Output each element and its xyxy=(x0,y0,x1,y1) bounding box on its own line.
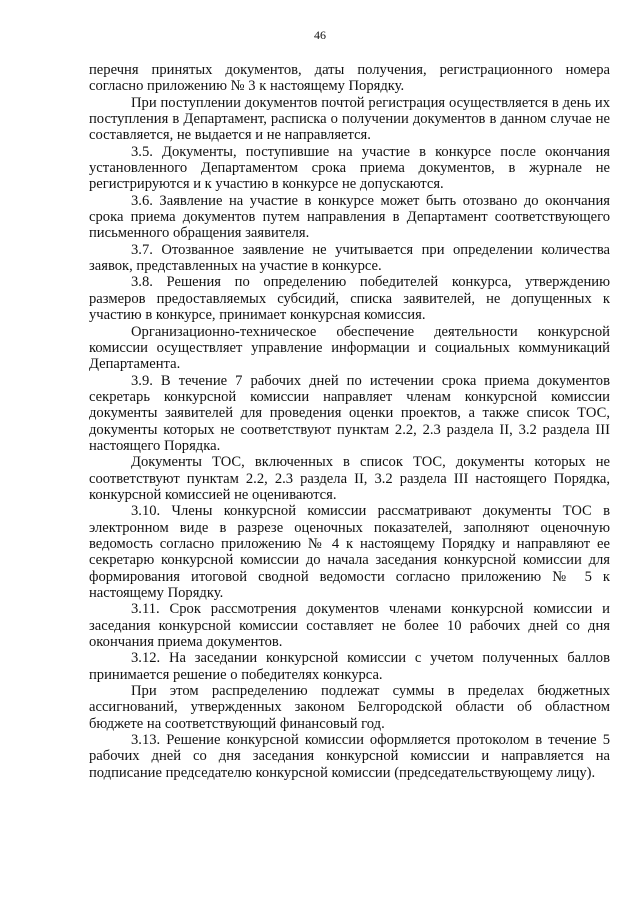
paragraph: перечня принятых документов, даты получения, регистрационного номера согласно приложению № 3 к настоящему Порядку. xyxy=(89,62,610,95)
paragraph: 3.11. Срок рассмотрения документов членами конкурсной комиссии и заседания конкурсной комиссии составляет не более 10 рабочих дней со дня окончания приема документов. xyxy=(89,601,610,651)
paragraph: 3.6. Заявление на участие в конкурсе может быть отозвано до окончания срока приема документов путем направления в Департамент соответствующего письменного обращения заявителя. xyxy=(89,192,610,242)
paragraph: 3.13. Решение конкурсной комиссии оформляется протоколом в течение 5 рабочих дней со дня заседания конкурсной комиссии и направляется на подписание председателю конкурсной комиссии (председательствующему лицу). xyxy=(89,732,610,781)
paragraph: 3.7. Отозванное заявление не учитывается при определении количества заявок, представленных на участие в конкурсе. xyxy=(89,241,610,275)
paragraph: 3.12. На заседании конкурсной комиссии с учетом полученных баллов принимается решение о победителях конкурса. xyxy=(89,650,610,683)
paragraph: При этом распределению подлежат суммы в пределах бюджетных ассигнований, утвержденных законом Белгородской области об областном бюджете на соответствующий финансовый год. xyxy=(89,683,610,732)
paragraph: 3.5. Документы, поступившие на участие в конкурсе после окончания установленного Департаментом срока приема документов, в журнале не регистрируются и к участию в конкурсе не допускаются. xyxy=(89,143,610,193)
document-body xyxy=(89,62,610,781)
paragraph: 3.8. Решения по определению победителей конкурса, утверждению размеров предоставляемых субсидий, списка заявителей, не допущенных к участию в конкурсе, принимает конкурсная комиссия. xyxy=(89,274,610,324)
paragraph: При поступлении документов почтой регистрация осуществляется в день их поступления в Департамент, расписка о получении документов в данном случае не составляется, не выдается и не направляется. xyxy=(89,94,610,144)
paragraph: 3.9. В течение 7 рабочих дней по истечении срока приема документов секретарь конкурсной комиссии направляет членам конкурсной комиссии документы заявителей для проведения оценки проектов, а также список ТОС, документы которых не соответствуют пунктам 2.2, 2.3 раздела II, 3.2 раздела III настоящего Порядка. xyxy=(89,372,610,454)
page-number: 46 xyxy=(314,28,326,42)
paragraph: Организационно-техническое обеспечение деятельности конкурсной комиссии осуществляет управление информации и социальных коммуникаций Департамента. xyxy=(89,323,610,373)
paragraph: 3.10. Члены конкурсной комиссии рассматривают документы ТОС в электронном виде в разрезе оценочных показателей, заполняют оценочную ведомость согласно приложению № 4 к настоящему Порядку и направляют ее секретарю конкурсной комиссии до начала заседания конкурсной комиссии для формирования итоговой сводной ведомости согласно приложению № 5 к настоящему Порядку. xyxy=(89,503,610,601)
paragraph: Документы ТОС, включенных в список ТОС, документы которых не соответствуют пунктам 2.2, 2.3 раздела II, 3.2 раздела III настоящего Порядка, конкурсной комиссией не оцениваются. xyxy=(89,454,610,503)
